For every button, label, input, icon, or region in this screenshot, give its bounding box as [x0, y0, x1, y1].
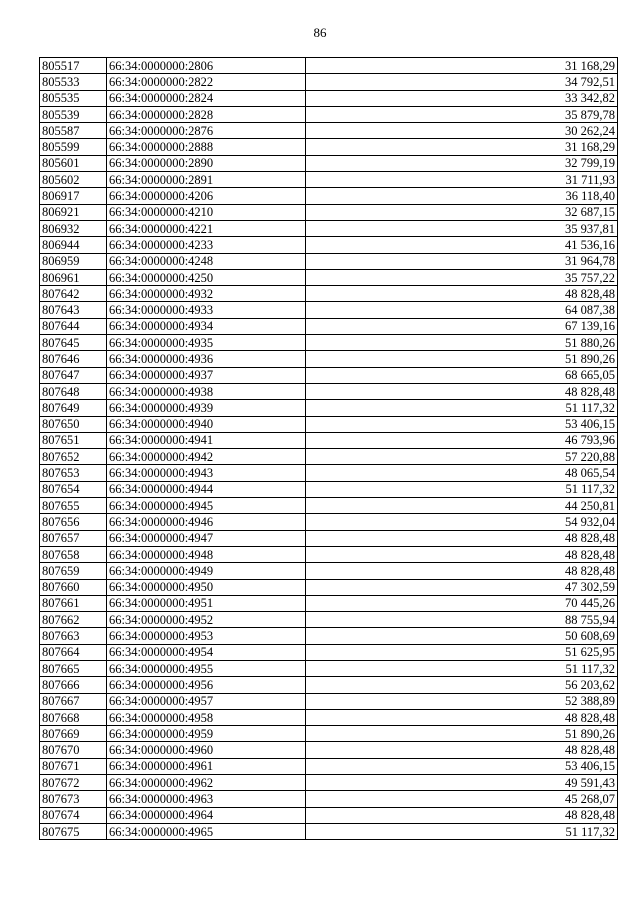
- table-row: [40, 579, 618, 595]
- cadastral-number-cell: 66:34:0000000:4960: [107, 742, 306, 758]
- table-row: [40, 742, 618, 758]
- cadastral-number-cell: 66:34:0000000:4954: [107, 644, 306, 660]
- table-row: [40, 709, 618, 725]
- amount-cell: 48 828,48: [306, 546, 618, 562]
- cadastral-number-cell: 66:34:0000000:4947: [107, 530, 306, 546]
- record-id-cell: 806917: [40, 188, 107, 204]
- amount-cell: 51 117,32: [306, 400, 618, 416]
- table-row: [40, 400, 618, 416]
- cadastral-number-cell: 66:34:0000000:4944: [107, 481, 306, 497]
- record-id-cell: 807659: [40, 563, 107, 579]
- table-row: [40, 546, 618, 562]
- table-row: [40, 432, 618, 448]
- cadastral-number-cell: 66:34:0000000:4940: [107, 416, 306, 432]
- amount-cell: 47 302,59: [306, 579, 618, 595]
- table-row: [40, 90, 618, 106]
- table-row: [40, 286, 618, 302]
- amount-cell: 36 118,40: [306, 188, 618, 204]
- amount-cell: 44 250,81: [306, 498, 618, 514]
- cadastral-number-cell: 66:34:0000000:4941: [107, 432, 306, 448]
- cadastral-number-cell: 66:34:0000000:4937: [107, 367, 306, 383]
- amount-cell: 51 890,26: [306, 351, 618, 367]
- table-row: [40, 481, 618, 497]
- cadastral-number-cell: 66:34:0000000:4963: [107, 791, 306, 807]
- record-id-cell: 806921: [40, 204, 107, 220]
- table-row: [40, 253, 618, 269]
- amount-cell: 51 117,32: [306, 481, 618, 497]
- cadastral-number-cell: 66:34:0000000:4962: [107, 775, 306, 791]
- record-id-cell: 807649: [40, 400, 107, 416]
- table-row: [40, 693, 618, 709]
- cadastral-number-cell: 66:34:0000000:4953: [107, 628, 306, 644]
- cadastral-number-cell: 66:34:0000000:4949: [107, 563, 306, 579]
- cadastral-number-cell: 66:34:0000000:4210: [107, 204, 306, 220]
- table-row: [40, 416, 618, 432]
- record-id-cell: 807666: [40, 677, 107, 693]
- amount-cell: 32 799,19: [306, 155, 618, 171]
- amount-cell: 48 828,48: [306, 563, 618, 579]
- table-row: [40, 514, 618, 530]
- record-id-cell: 807646: [40, 351, 107, 367]
- record-id-cell: 806959: [40, 253, 107, 269]
- table-row: [40, 237, 618, 253]
- cadastral-number-cell: 66:34:0000000:4950: [107, 579, 306, 595]
- table-row: [40, 351, 618, 367]
- table-row: [40, 74, 618, 90]
- record-id-cell: 807654: [40, 481, 107, 497]
- record-id-cell: 807664: [40, 644, 107, 660]
- table-row: [40, 139, 618, 155]
- cadastral-number-cell: 66:34:0000000:4233: [107, 237, 306, 253]
- amount-cell: 88 755,94: [306, 612, 618, 628]
- table-row: [40, 726, 618, 742]
- cadastral-number-cell: 66:34:0000000:4955: [107, 660, 306, 676]
- record-id-cell: 807650: [40, 416, 107, 432]
- amount-cell: 51 890,26: [306, 726, 618, 742]
- cadastral-number-cell: 66:34:0000000:4206: [107, 188, 306, 204]
- table-row: [40, 172, 618, 188]
- table-row: [40, 123, 618, 139]
- amount-cell: 48 828,48: [306, 530, 618, 546]
- table-row: [40, 188, 618, 204]
- table-row: [40, 612, 618, 628]
- record-id-cell: 806961: [40, 269, 107, 285]
- cadastral-number-cell: 66:34:0000000:4957: [107, 693, 306, 709]
- table-row: [40, 530, 618, 546]
- record-id-cell: 807645: [40, 335, 107, 351]
- record-id-cell: 807656: [40, 514, 107, 530]
- amount-cell: 31 168,29: [306, 58, 618, 74]
- table-row: [40, 595, 618, 611]
- amount-cell: 67 139,16: [306, 318, 618, 334]
- table-row: [40, 563, 618, 579]
- record-id-cell: 807652: [40, 449, 107, 465]
- record-id-cell: 807667: [40, 693, 107, 709]
- cadastral-number-cell: 66:34:0000000:2806: [107, 58, 306, 74]
- cadastral-number-cell: 66:34:0000000:4961: [107, 758, 306, 774]
- record-id-cell: 805601: [40, 155, 107, 171]
- record-id-cell: 807668: [40, 709, 107, 725]
- table-body: [40, 58, 618, 840]
- record-id-cell: 807670: [40, 742, 107, 758]
- table-row: [40, 775, 618, 791]
- table-row: [40, 269, 618, 285]
- amount-cell: 35 879,78: [306, 106, 618, 122]
- cadastral-number-cell: 66:34:0000000:2822: [107, 74, 306, 90]
- record-id-cell: 805539: [40, 106, 107, 122]
- cadastral-number-cell: 66:34:0000000:2891: [107, 172, 306, 188]
- cadastral-number-cell: 66:34:0000000:4939: [107, 400, 306, 416]
- cadastral-number-cell: 66:34:0000000:2828: [107, 106, 306, 122]
- amount-cell: 41 536,16: [306, 237, 618, 253]
- table-row: [40, 335, 618, 351]
- table-row: [40, 106, 618, 122]
- record-id-cell: 805533: [40, 74, 107, 90]
- cadastral-number-cell: 66:34:0000000:4956: [107, 677, 306, 693]
- amount-cell: 51 117,32: [306, 823, 618, 839]
- table-row: [40, 449, 618, 465]
- amount-cell: 48 828,48: [306, 709, 618, 725]
- amount-cell: 46 793,96: [306, 432, 618, 448]
- table-row: [40, 498, 618, 514]
- cadastral-number-cell: 66:34:0000000:4938: [107, 383, 306, 399]
- amount-cell: 53 406,15: [306, 758, 618, 774]
- cadastral-number-cell: 66:34:0000000:4935: [107, 335, 306, 351]
- table-row: [40, 465, 618, 481]
- record-id-cell: 807648: [40, 383, 107, 399]
- amount-cell: 68 665,05: [306, 367, 618, 383]
- amount-cell: 31 168,29: [306, 139, 618, 155]
- cadastral-number-cell: 66:34:0000000:2876: [107, 123, 306, 139]
- record-id-cell: 807657: [40, 530, 107, 546]
- record-id-cell: 807653: [40, 465, 107, 481]
- table-row: [40, 823, 618, 839]
- amount-cell: 30 262,24: [306, 123, 618, 139]
- cadastral-number-cell: 66:34:0000000:4250: [107, 269, 306, 285]
- table-row: [40, 58, 618, 74]
- cadastral-number-cell: 66:34:0000000:4951: [107, 595, 306, 611]
- amount-cell: 51 117,32: [306, 660, 618, 676]
- table-row: [40, 758, 618, 774]
- cadastral-number-cell: 66:34:0000000:4946: [107, 514, 306, 530]
- record-id-cell: 805602: [40, 172, 107, 188]
- cadastral-number-cell: 66:34:0000000:4221: [107, 220, 306, 236]
- record-id-cell: 805587: [40, 123, 107, 139]
- record-id-cell: 807660: [40, 579, 107, 595]
- data-table: [39, 57, 618, 840]
- amount-cell: 48 828,48: [306, 286, 618, 302]
- record-id-cell: 806944: [40, 237, 107, 253]
- amount-cell: 48 065,54: [306, 465, 618, 481]
- cadastral-number-cell: 66:34:0000000:4943: [107, 465, 306, 481]
- record-id-cell: 807672: [40, 775, 107, 791]
- cadastral-number-cell: 66:34:0000000:4936: [107, 351, 306, 367]
- record-id-cell: 807647: [40, 367, 107, 383]
- cadastral-number-cell: 66:34:0000000:4964: [107, 807, 306, 823]
- record-id-cell: 807663: [40, 628, 107, 644]
- cadastral-number-cell: 66:34:0000000:4948: [107, 546, 306, 562]
- cadastral-number-cell: 66:34:0000000:4952: [107, 612, 306, 628]
- record-id-cell: 807665: [40, 660, 107, 676]
- amount-cell: 70 445,26: [306, 595, 618, 611]
- record-id-cell: 805535: [40, 90, 107, 106]
- record-id-cell: 805517: [40, 58, 107, 74]
- amount-cell: 54 932,04: [306, 514, 618, 530]
- table-row: [40, 318, 618, 334]
- amount-cell: 51 880,26: [306, 335, 618, 351]
- amount-cell: 52 388,89: [306, 693, 618, 709]
- table-row: [40, 644, 618, 660]
- record-id-cell: 807669: [40, 726, 107, 742]
- cadastral-number-cell: 66:34:0000000:4248: [107, 253, 306, 269]
- amount-cell: 48 828,48: [306, 807, 618, 823]
- amount-cell: 34 792,51: [306, 74, 618, 90]
- amount-cell: 48 828,48: [306, 383, 618, 399]
- record-id-cell: 806932: [40, 220, 107, 236]
- cadastral-number-cell: 66:34:0000000:4959: [107, 726, 306, 742]
- cadastral-number-cell: 66:34:0000000:2824: [107, 90, 306, 106]
- table-row: [40, 807, 618, 823]
- amount-cell: 31 711,93: [306, 172, 618, 188]
- record-id-cell: 805599: [40, 139, 107, 155]
- amount-cell: 57 220,88: [306, 449, 618, 465]
- amount-cell: 49 591,43: [306, 775, 618, 791]
- amount-cell: 33 342,82: [306, 90, 618, 106]
- cadastral-number-cell: 66:34:0000000:4932: [107, 286, 306, 302]
- cadastral-number-cell: 66:34:0000000:4945: [107, 498, 306, 514]
- record-id-cell: 807651: [40, 432, 107, 448]
- table-row: [40, 791, 618, 807]
- amount-cell: 48 828,48: [306, 742, 618, 758]
- table-row: [40, 155, 618, 171]
- amount-cell: 56 203,62: [306, 677, 618, 693]
- amount-cell: 32 687,15: [306, 204, 618, 220]
- amount-cell: 45 268,07: [306, 791, 618, 807]
- record-id-cell: 807675: [40, 823, 107, 839]
- table-row: [40, 383, 618, 399]
- cadastral-number-cell: 66:34:0000000:4965: [107, 823, 306, 839]
- record-id-cell: 807671: [40, 758, 107, 774]
- cadastral-number-cell: 66:34:0000000:2888: [107, 139, 306, 155]
- amount-cell: 50 608,69: [306, 628, 618, 644]
- record-id-cell: 807644: [40, 318, 107, 334]
- table-row: [40, 628, 618, 644]
- table-row: [40, 302, 618, 318]
- record-id-cell: 807643: [40, 302, 107, 318]
- record-id-cell: 807662: [40, 612, 107, 628]
- record-id-cell: 807673: [40, 791, 107, 807]
- table-row: [40, 367, 618, 383]
- record-id-cell: 807658: [40, 546, 107, 562]
- cadastral-number-cell: 66:34:0000000:4942: [107, 449, 306, 465]
- cadastral-number-cell: 66:34:0000000:2890: [107, 155, 306, 171]
- cadastral-number-cell: 66:34:0000000:4933: [107, 302, 306, 318]
- amount-cell: 51 625,95: [306, 644, 618, 660]
- record-id-cell: 807674: [40, 807, 107, 823]
- amount-cell: 53 406,15: [306, 416, 618, 432]
- amount-cell: 35 757,22: [306, 269, 618, 285]
- amount-cell: 35 937,81: [306, 220, 618, 236]
- cadastral-number-cell: 66:34:0000000:4934: [107, 318, 306, 334]
- amount-cell: 64 087,38: [306, 302, 618, 318]
- record-id-cell: 807661: [40, 595, 107, 611]
- record-id-cell: 807642: [40, 286, 107, 302]
- table-row: [40, 660, 618, 676]
- page-number: 86: [313, 25, 327, 40]
- table-row: [40, 220, 618, 236]
- record-id-cell: 807655: [40, 498, 107, 514]
- cadastral-number-cell: 66:34:0000000:4958: [107, 709, 306, 725]
- table-row: [40, 677, 618, 693]
- amount-cell: 31 964,78: [306, 253, 618, 269]
- table-row: [40, 204, 618, 220]
